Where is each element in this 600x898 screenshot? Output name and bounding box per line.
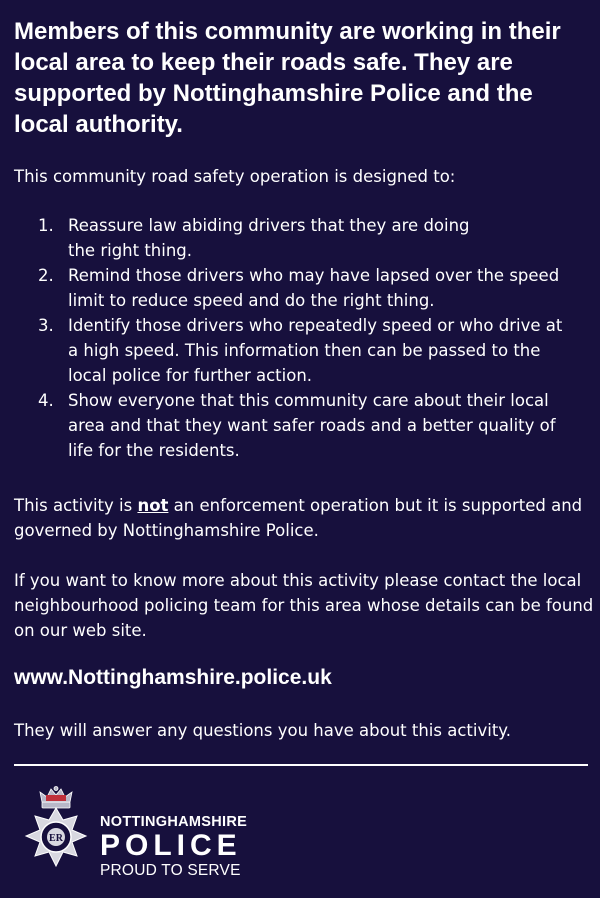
list-item (38, 263, 568, 313)
list-item (38, 213, 568, 263)
list-item-text: Reassure law abiding drivers that they are doing the right thing. (68, 216, 470, 260)
divider (14, 764, 588, 766)
list-number: 4. (38, 391, 54, 410)
police-logo-text (100, 814, 247, 880)
website-link[interactable]: www.Nottinghamshire.police.uk (14, 666, 332, 689)
answer-text: They will answer any questions you have about this activity. (14, 721, 511, 740)
intro-text: This community road safety operation is designed to: (14, 167, 456, 186)
list-number: 3. (38, 316, 54, 335)
activity-statement: This activity is not an enforcement operation but it is supported and governed by Nottinghamshire Police. (14, 496, 583, 540)
list-item (38, 313, 568, 388)
police-badge-icon (16, 786, 96, 882)
not-emphasis: not (137, 496, 169, 515)
list-item-text: Show everyone that this community care about their local area and that they want safer roads and a better quality of life for the residents. (68, 391, 556, 460)
logo-police: POLICE (100, 829, 242, 862)
list-number: 1. (38, 216, 54, 235)
logo-county: NOTTINGHAMSHIRE (100, 814, 248, 830)
list-number: 2. (38, 266, 54, 285)
notice-heading: Members of this community are working in their local area to keep their roads safe. They are supported by Nottinghamshire Police and the local authority. (14, 18, 561, 138)
logo-motto: PROUD TO SERVE (100, 862, 241, 879)
purpose-list (38, 213, 568, 463)
svg-text:ER: ER (49, 833, 63, 844)
contact-paragraph: If you want to know more about this activity please contact the local neighbourhood policing team for this area whose details can be found on our web site. (14, 571, 594, 640)
list-item-text: Remind those drivers who may have lapsed over the speed limit to reduce speed and do the right thing. (68, 266, 560, 310)
list-item-text: Identify those drivers who repeatedly speed or who drive at a high speed. This information then can be passed to the local police for further action. (68, 316, 563, 385)
list-item (38, 388, 568, 463)
